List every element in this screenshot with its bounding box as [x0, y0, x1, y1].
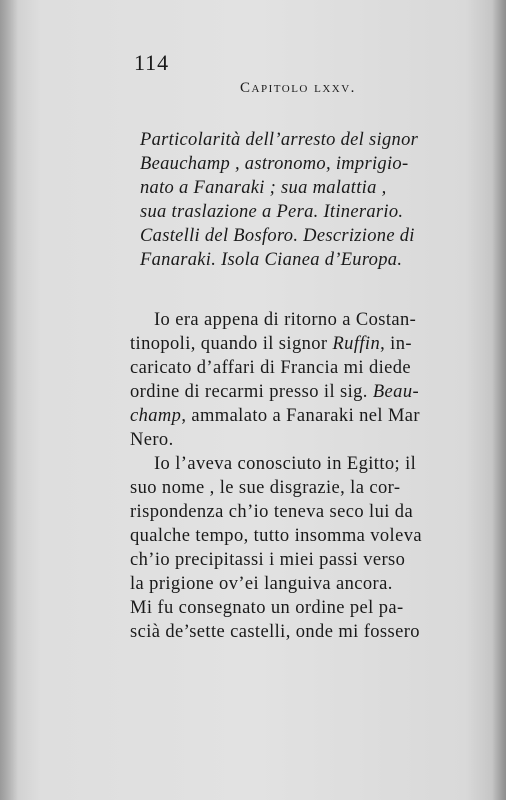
- body-line: ch’io precipitassi i miei passi verso: [130, 550, 406, 570]
- body-line: suo nome , le sue disgrazie, la cor-: [130, 478, 401, 498]
- body-line: [130, 332, 488, 356]
- summary-line: Beauchamp , astronomo, imprigio-: [140, 154, 409, 174]
- italic-name: Beau-: [372, 382, 420, 402]
- body-line: scià de’sette castelli, onde mi fossero: [130, 622, 420, 642]
- page-edge-right: [492, 0, 506, 800]
- body-line: Io era appena di ritorno a Costan-: [154, 310, 417, 330]
- chapter-summary: [140, 128, 488, 272]
- text-run: , in-: [380, 334, 412, 354]
- summary-line: sua traslazione a Pera. Itinerario.: [140, 202, 404, 222]
- running-head: Capitolo lxxv.: [240, 80, 356, 96]
- paragraph-1: [130, 308, 488, 452]
- page-number: 114: [134, 50, 170, 75]
- body-line: [130, 404, 488, 428]
- body-line: Nero.: [130, 430, 174, 450]
- body-line: qualche tempo, tutto insomma voleva: [130, 526, 422, 546]
- summary-line: Castelli del Bosforo. Descrizione di: [140, 226, 415, 246]
- body-line: [130, 380, 488, 404]
- italic-name: Ruffin: [332, 334, 381, 354]
- italic-name: champ: [130, 406, 182, 426]
- paragraph-2: [130, 452, 488, 644]
- text-run: , ammalato a Fanaraki nel Mar: [181, 406, 420, 426]
- text-run: tinopoli, quando il signor: [130, 334, 333, 354]
- body-line: la prigione ov’ei languiva ancora.: [130, 574, 393, 594]
- summary-line: nato a Fanaraki ; sua malattia ,: [140, 178, 387, 198]
- text-run: ordine di recarmi presso il sig.: [130, 382, 373, 402]
- body-line: Mi fu consegnato un ordine pel pa-: [130, 598, 404, 618]
- page-edge-left: [0, 0, 18, 800]
- summary-line: Fanaraki. Isola Cianea d’Europa.: [140, 250, 403, 270]
- body-line: caricato d’affari di Francia mi diede: [130, 358, 412, 378]
- body-line: Io l’aveva conosciuto in Egitto; il: [154, 454, 417, 474]
- body-line: rispondenza ch’io teneva seco lui da: [130, 502, 414, 522]
- body-text: [130, 308, 488, 644]
- summary-line: Particolarità dell’arresto del signor: [140, 130, 419, 150]
